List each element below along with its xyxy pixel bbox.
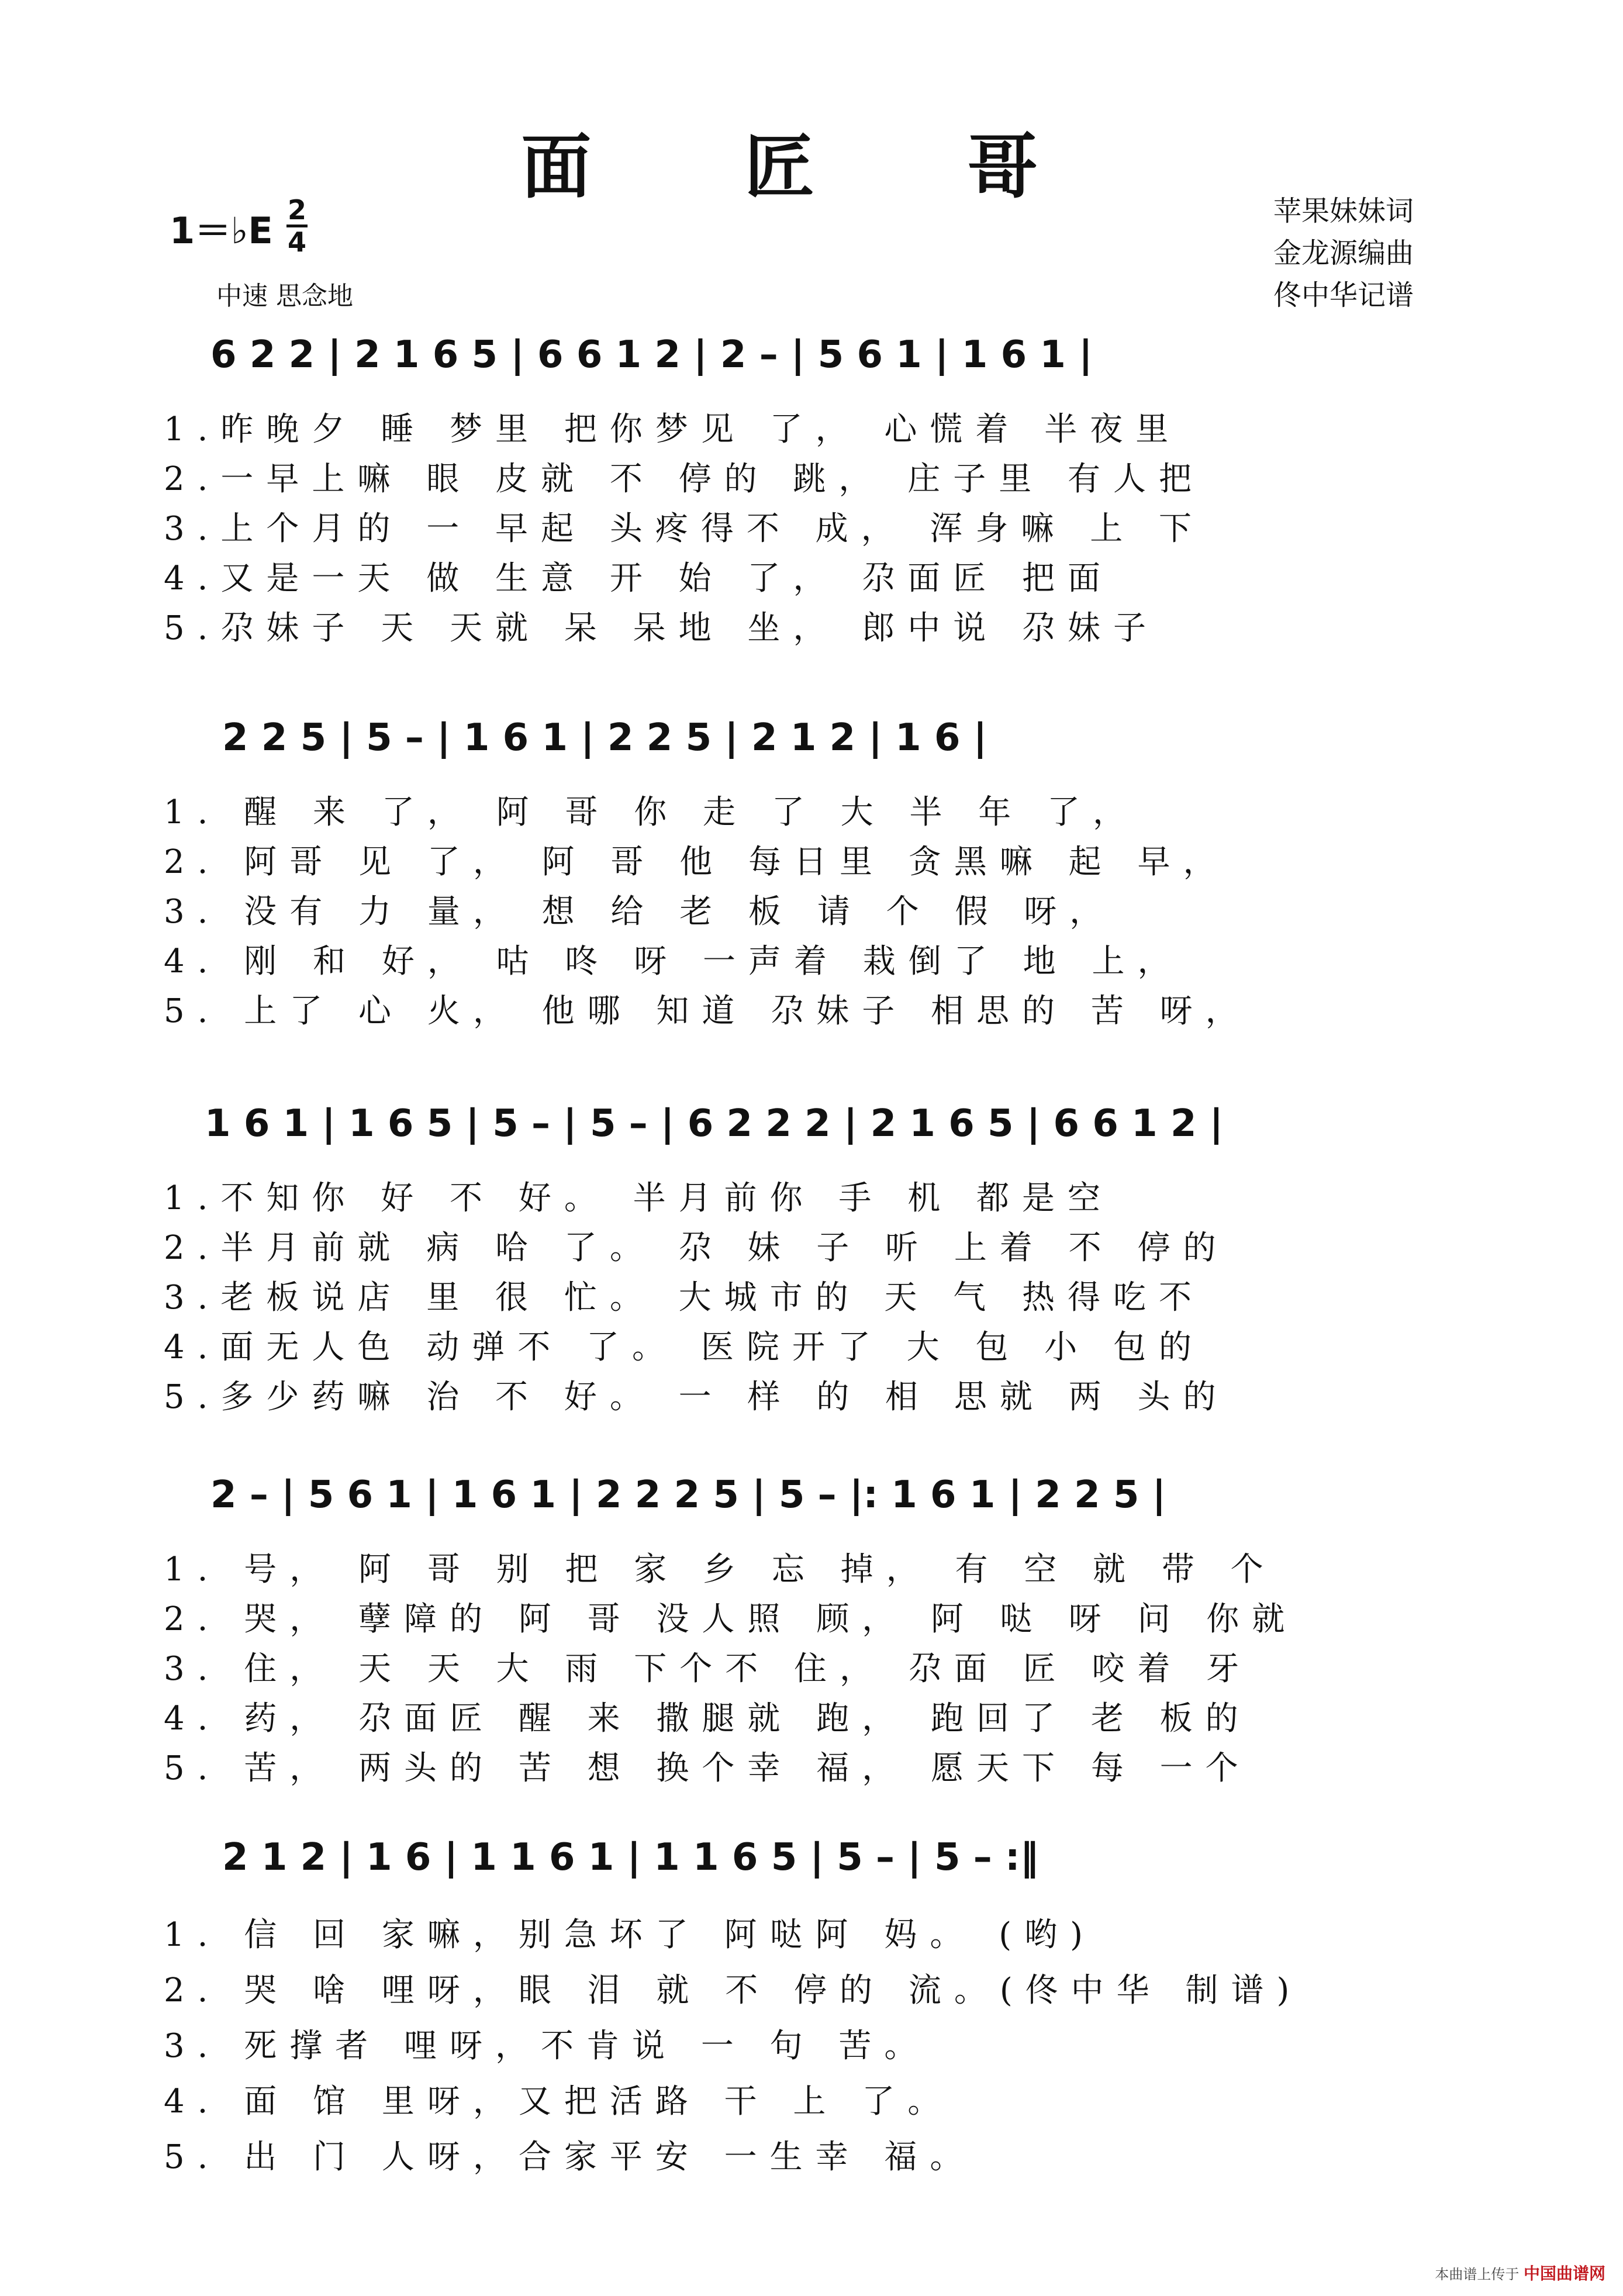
lyric-line: 2. 哭， 孽障的 阿 哥 没人照 顾， 阿 哒 呀 问 你就: [164, 1600, 1298, 1638]
lyric-line: 4.又是一天 做 生意 开 始 了， 尕面匠 把面: [164, 560, 1114, 598]
lyric-line: 2.一早上嘛 眼 皮就 不 停的 跳， 庄子里 有人把: [164, 460, 1205, 498]
lyric-line: 3.老板说店 里 很 忙。 大城市的 天 气 热得吃不: [164, 1279, 1205, 1317]
lyric-line: 1. 信 回 家嘛，别急坏了 阿哒阿 妈。 (哟): [164, 1916, 1096, 1954]
time-numerator: 2: [287, 194, 306, 226]
credit-transcriber: 佟中华记谱: [1273, 279, 1414, 312]
lyric-line: 5.多少药嘛 治 不 好。 一 样 的 相 思就 两 头的: [164, 1378, 1229, 1416]
lyric-line: 3.上个月的 一 早起 头疼得不 成， 浑身嘛 上 下: [164, 510, 1205, 548]
lyric-line: 4.面无人色 动弹不 了。 医院开了 大 包 小 包的: [164, 1328, 1205, 1366]
lyric-line: 4. 药， 尕面匠 醒 来 撒腿就 跑， 跑回了 老 板的: [164, 1700, 1251, 1738]
melody-line: 1 6 1 | 1 6 5 | 5 – | 5 – | 6 2 2 2 | 2 1 6 5 | 6 6 1 2 |: [205, 1102, 1224, 1145]
lyric-line: 1.不知你 好 不 好。 半月前你 手 机 都是空: [164, 1179, 1114, 1217]
melody-line: 2 – | 5 6 1 | 1 6 1 | 2 2 2 5 | 5 – |: 1 6 1 | 2 2 5 |: [210, 1473, 1166, 1517]
footer-watermark: [1435, 2261, 1605, 2284]
credit-lyricist: 苹果妹妹词: [1273, 195, 1414, 227]
lyric-line: 5.尕妹子 天 天就 呆 呆地 坐， 郎中说 尕妹子: [164, 609, 1159, 647]
melody-line: 2 2 5 | 5 – | 1 6 1 | 2 2 5 | 2 1 2 | 1 6 |: [222, 716, 987, 759]
lyric-line: 5. 苦， 两头的 苦 想 换个幸 福， 愿天下 每 一个: [164, 1749, 1251, 1787]
time-signature: [286, 194, 308, 258]
tempo-marking: 中速 思念地: [216, 281, 353, 311]
lyric-line: 1. 醒 来 了， 阿 哥 你 走 了 大 半 年 了，: [164, 793, 1139, 831]
credit-composer: 金龙源编曲: [1273, 237, 1414, 270]
lyric-line: 3. 死撑者 哩呀，不肯说 一 句 苦。: [164, 2027, 930, 2065]
lyric-line: 2.半月前就 病 哈 了。 尕 妹 子 听 上着 不 停的: [164, 1229, 1229, 1267]
lyric-line: 3. 住， 天 天 大 雨 下个不 住， 尕面 匠 咬着 牙: [164, 1650, 1252, 1688]
lyric-line: 1. 号， 阿 哥 别 把 家 乡 忘 掉， 有 空 就 带 个: [164, 1551, 1276, 1589]
footer-prefix: 本曲谱上传于: [1435, 2266, 1520, 2283]
lyric-line: 5. 出 门 人呀，合家平安 一生幸 福。: [164, 2138, 976, 2176]
page-title: 面 匠 哥: [521, 126, 1102, 208]
lyric-line: 4. 面 馆 里呀，又把活路 干 上 了。: [164, 2083, 954, 2121]
lyric-line: 3. 没有 力 量， 想 给 老 板 请 个 假 呀，: [164, 893, 1116, 931]
lyric-line: 1.昨晚夕 睡 梦里 把你梦见 了， 心慌着 半夜里: [164, 410, 1182, 448]
credits: [1273, 190, 1414, 316]
lyric-line: 2. 阿哥 见 了， 阿 哥 他 每日里 贪黑嘛 起 早，: [164, 843, 1229, 881]
melody-line: 6 2 2 | 2 1 6 5 | 6 6 1 2 | 2 – | 5 6 1 | 1 6 1 |: [210, 333, 1093, 377]
lyric-line: 2. 哭 啥 哩呀，眼 泪 就 不 停的 流。(佟中华 制谱): [164, 1972, 1303, 2010]
lyric-line: 4. 刚 和 好， 咕 咚 呀 一声着 栽倒了 地 上，: [164, 942, 1183, 980]
time-denominator: 4: [287, 226, 306, 258]
footer-site: 中国曲谱网: [1523, 2264, 1605, 2283]
lyric-line: 5. 上了 心 火， 他哪 知道 尕妹子 相思的 苦 呀，: [164, 992, 1251, 1030]
key-signature: 1＝♭E: [170, 209, 273, 252]
melody-line: 2 1 2 | 1 6 | 1 1 6 1 | 1 1 6 5 | 5 – | 5 – :‖: [222, 1836, 1039, 1879]
